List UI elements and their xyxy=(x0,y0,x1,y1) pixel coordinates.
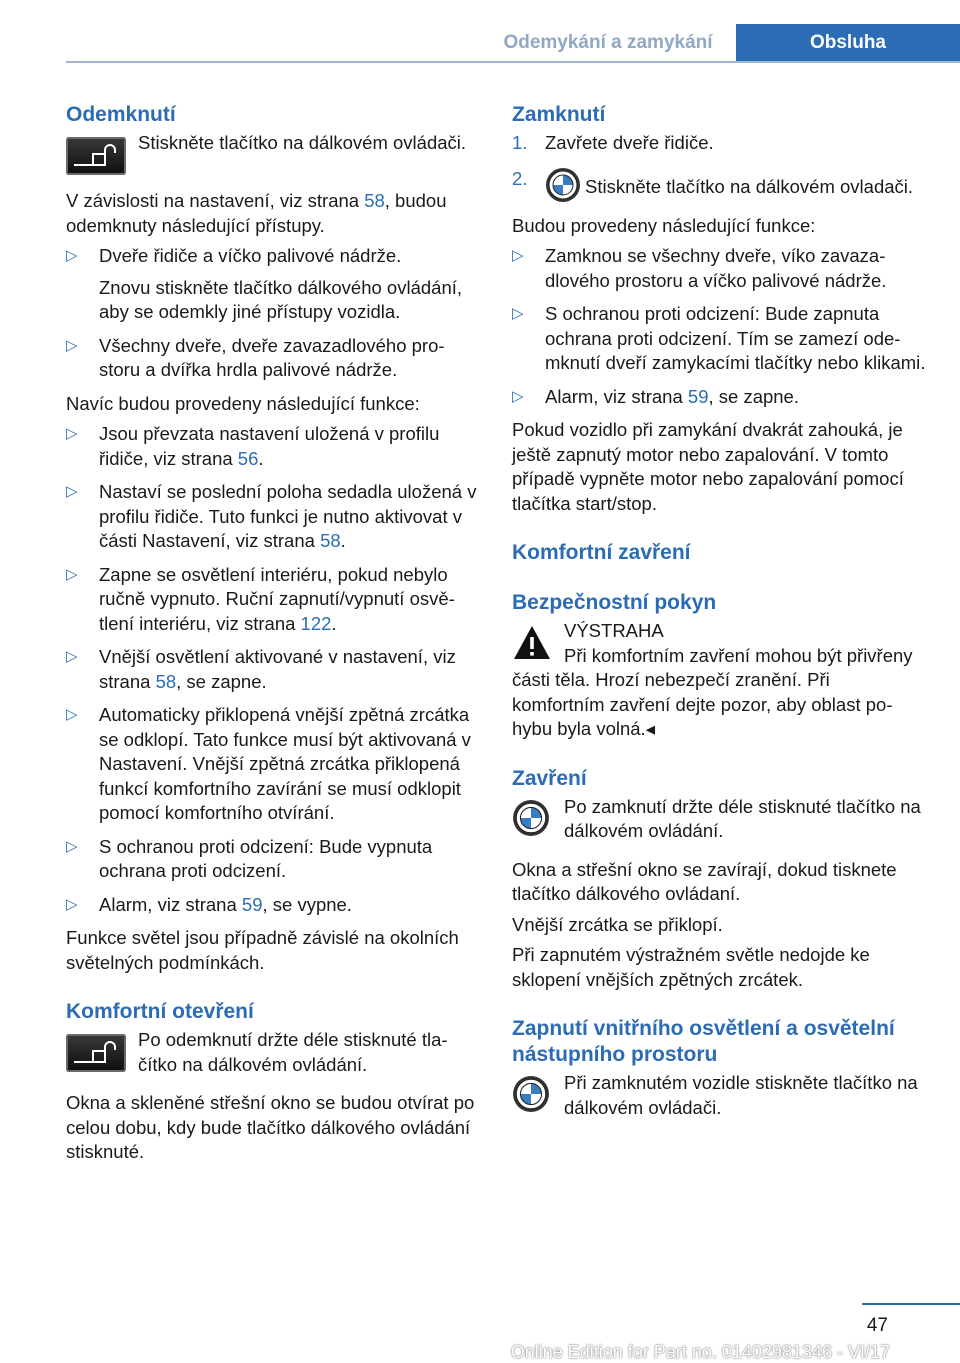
unlock-access-list xyxy=(66,244,478,383)
list-item: ▷ Zamknou se všechny dveře, víko zavazadlového prostoru a víčko palivové nádrže. xyxy=(512,244,926,293)
comfort-open-instruction-text: Po odemknutí držte déle stisknuté tlačítko na dálkovém ovládání. xyxy=(138,1029,448,1075)
page-link[interactable]: 56 xyxy=(237,447,259,469)
close-text-2: Vnější zrcátka se přiklopí. xyxy=(512,913,723,935)
warning-text: Při komfortním zavření mohou být přivřeny části těla. Hrozí nebezpečí zranění. Při komfortním zavření dejte pozor, aby oblast pohybu byla volná.◂ xyxy=(512,644,913,739)
list-item: ▷ S ochranou proti odcizení: Bude vypnuta ochrana proti odcizení. xyxy=(66,835,478,884)
list-item: ▷ Nastaví se poslední poloha sedadla uložená v profilu řidiče. Tuto funkci je nutno aktivovat v části Nastavení, viz strana 58. xyxy=(66,480,478,554)
footer-divider xyxy=(862,1303,960,1305)
page-link[interactable]: 58 xyxy=(320,530,341,551)
lighting-instruction-text: Při zamknutém vozidle stiskněte tlačítko na dálkovém ovládači. xyxy=(564,1072,918,1118)
right-column xyxy=(512,102,926,1134)
list-item: ▷ Alarm, viz strana 59, se zapne. xyxy=(512,385,926,410)
list-item: ▷ Jsou převzata nastavení uložená v profilu řidiče, viz strana 56. xyxy=(66,422,478,471)
page-link[interactable]: 122 xyxy=(300,612,332,634)
warning-label: VÝSTRAHA xyxy=(564,620,664,641)
unlock-button-icon xyxy=(66,1034,126,1072)
unlock-button-icon xyxy=(66,137,126,175)
lock-steps-list xyxy=(512,131,926,203)
lighting-note: Funkce světel jsou případně závislé na okolních světelných podmínkách. xyxy=(66,927,459,973)
bmw-key-icon xyxy=(512,1075,550,1113)
lock-functions-list xyxy=(512,244,926,409)
close-text-3: Při zapnutém výstražném světle nedojde ke sklopení vnějších zpětných zrcátek. xyxy=(512,944,870,990)
warning-block xyxy=(512,619,926,742)
section-title-osvetleni: Zapnutí vnitřního osvětlení a osvětelní nástupního prostoru xyxy=(512,1017,895,1066)
unlock-instruction xyxy=(66,131,478,175)
header-chapter-tab: Obsluha xyxy=(736,24,960,63)
section-title-komfortni-zavreni: Komfortní zavření xyxy=(512,541,691,564)
close-instruction-text: Po zamknutí držte déle stisknuté tlačítko na dálkovém ovládání. xyxy=(564,795,921,841)
page-link[interactable]: 58 xyxy=(155,670,177,692)
section-title-komfortni-otevreni: Komfortní otevření xyxy=(66,1000,254,1023)
list-item: ▷ Automaticky přiklopená vnější zpětná zrcátka se odklopí. Tato funkce musí být aktivovaná v Nastavení. Vnější zpětná zrcátka přiklopená funkcí komfortního zavírání se musí odklopit pomocí komfortního otvírání. xyxy=(66,703,478,826)
comfort-open-text: Okna a skleněné střešní okno se budou otvírat po celou dobu, kdy bude tlačítko dálkového ovládání stisknuté. xyxy=(66,1092,475,1162)
header-section-title: Odemykání a zamykání xyxy=(503,32,713,53)
lighting-instruction xyxy=(512,1071,926,1120)
more-functions-intro: Navíc budou provedeny následující funkce: xyxy=(66,392,420,414)
warning-triangle-icon xyxy=(512,623,552,663)
header-divider xyxy=(66,61,960,63)
unlock-instruction-text: Stiskněte tlačítko na dálkovém ovládači. xyxy=(138,132,467,153)
horn-note: Pokud vozidlo při zamykání dvakrát zahouká, je ještě zapnutý motor nebo zapalování. V tomto případě vypněte motor nebo zapalování pomocí tlačítka start/stop. xyxy=(512,419,904,514)
list-item: ▷ Vnější osvětlení aktivované v nastavení, viz strana 58, se zapne. xyxy=(66,645,478,694)
page-number: 47 xyxy=(866,1315,888,1336)
section-title-zavreni: Zavření xyxy=(512,766,587,790)
page-link[interactable]: 58 xyxy=(364,190,385,211)
edition-watermark: Online Edition for Part no. 01402981346 - VI/17 xyxy=(510,1342,890,1362)
section-title-bezpecnostni-pokyn: Bezpečnostní pokyn xyxy=(512,591,717,614)
close-text-1: Okna a střešní okno se zavírají, dokud tisknete tlačítko dálkového ovládaní. xyxy=(512,858,897,904)
left-column xyxy=(66,102,478,1171)
list-item: 2. Stiskněte tlačítko na dálkovém ovladači. xyxy=(512,167,926,203)
list-item: ▷ Alarm, viz strana 59, se vypne. xyxy=(66,893,478,918)
page-link[interactable]: 59 xyxy=(687,385,709,407)
comfort-open-instruction xyxy=(66,1028,478,1077)
lock-functions-intro: Budou provedeny následující funkce: xyxy=(512,214,816,236)
list-item: ▷ S ochranou proti odcizení: Bude zapnuta ochrana proti odcizení. Tím se zamezí odemknutí dveří zamykacími tlačítky nebo klikami. xyxy=(512,302,926,376)
page-link[interactable]: 59 xyxy=(241,893,263,915)
unlock-functions-list xyxy=(66,422,478,917)
list-item: ▷ Zapne se osvětlení interiéru, pokud nebylo ručně vypnuto. Ruční zapnutí/vypnutí osvětlení interiéru, viz strana 122. xyxy=(66,563,478,637)
unlock-intro: V závislosti na nastavení, viz strana 58, budou odemknuty následující přístupy. xyxy=(66,190,447,236)
bmw-key-icon xyxy=(545,167,581,203)
close-instruction xyxy=(512,795,926,844)
list-item: ▷ Všechny dveře, dveře zavazadlového prostoru a dvířka hrdla palivové nádrže. xyxy=(66,334,478,383)
section-title-odemknuti: Odemknutí xyxy=(66,103,176,126)
bmw-key-icon xyxy=(512,799,550,837)
section-title-zamknuti: Zamknutí xyxy=(512,103,606,126)
list-item: ▷ Dveře řidiče a víčko palivové nádrže. Znovu stiskněte tlačítko dálkového ovládání, aby se odemkly jiné přístupy vozidla. xyxy=(66,244,478,325)
list-item: 1. Zavřete dveře řidiče. xyxy=(512,132,714,153)
